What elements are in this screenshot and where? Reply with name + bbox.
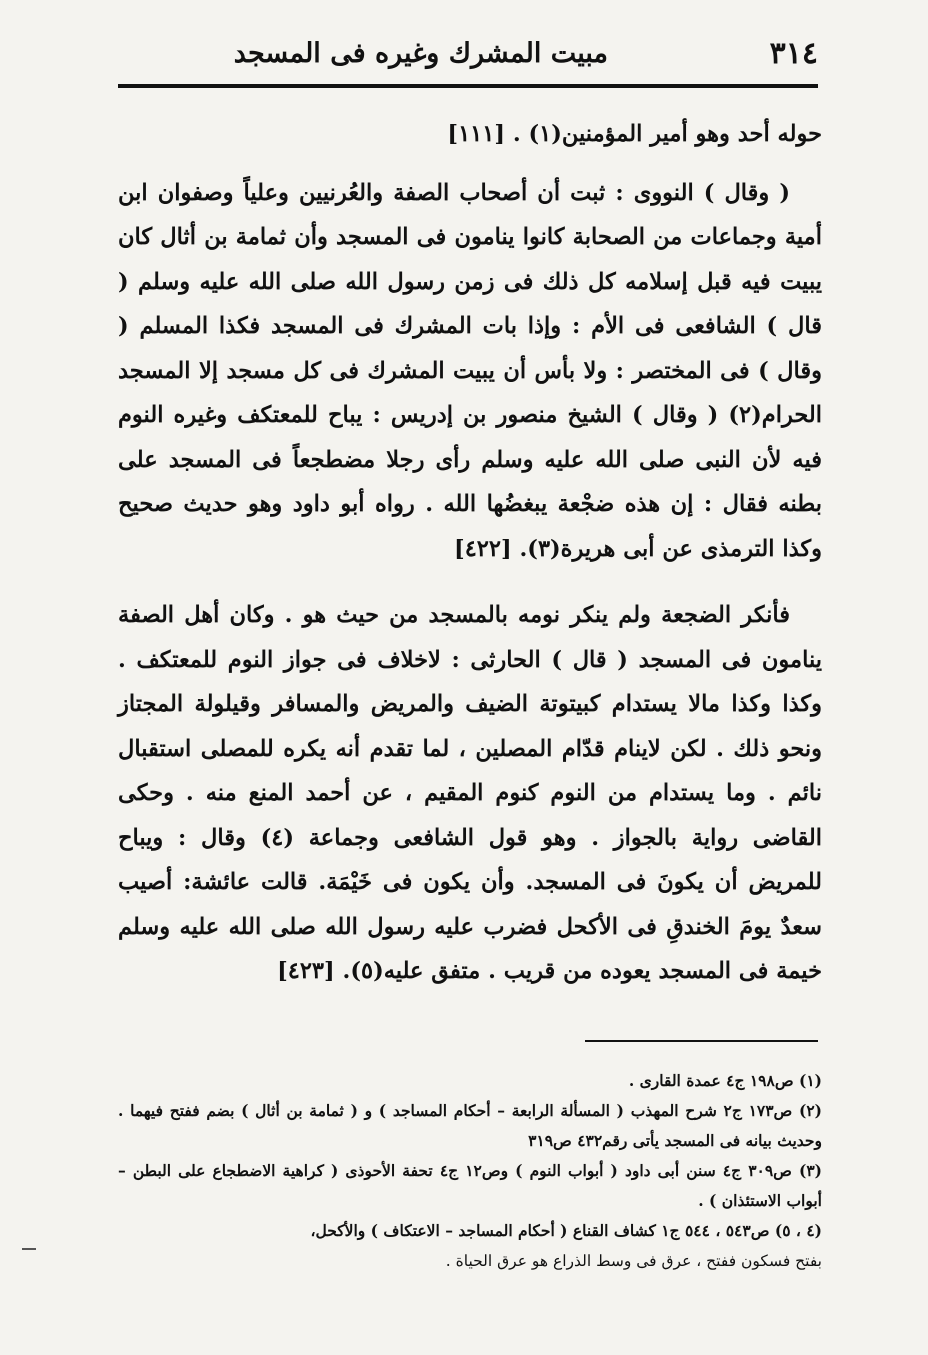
page-header: [118, 22, 818, 82]
footnote-2: (٢) ص١٧٣ ج٢ شرح المهذب ( المسألة الرابعة – أحكام المساجد ) و ( ثمامة بن أثال ) بضم ففتح فيهما . وحديث بيانه فى المسجد يأتى رقم٤٣٢ ص٣١٩: [118, 1101, 822, 1150]
main-text: [118, 112, 822, 994]
footnote-1: (١) ص١٩٨ ج٤ عمدة القارى .: [628, 1071, 822, 1090]
header-rule: [118, 84, 818, 88]
margin-mark: [22, 1248, 36, 1250]
hadith-number: [٤٢٢]: [454, 535, 512, 562]
paragraph-nawawi: [118, 171, 822, 572]
running-title: مبيت المشرك وغيره فى المسجد: [233, 38, 608, 69]
paragraph-continuation: حوله أحد وهو أمير المؤمنين(١) . [١١١]: [447, 121, 822, 147]
footnote-rule: [585, 1040, 818, 1042]
paragraph-text: ( وقال ) النووى : ثبت أن أصحاب الصفة والعُرنيين وعلياً وصفوان ابن أمية وجماعات من الصحابة كانوا ينامون فى المسجد وأن ثمامة بن أثال كان يبيت فيه قبل إسلامه كل ذلك فى زمن رسول الله صلى الله عليه وسلم ( قال ) الشافعى فى الأم : وإذا بات المشرك فى المسجد فكذا المسلم ( وقال ) فى المختصر : ولا بأس أن يبيت المشرك فى كل مسجد إلا المسجد الحرام(٢) ( وقال ) الشيخ منصور بن إدريس : يباح للمعتكف وغيره النوم فيه لأن النبى صلى الله عليه وسلم رأى رجلا مضطجعاً فى المسجد على بطنه فقال : إن هذه ضجْعة يبغضُها الله . رواه أبو داود وهو حديث صحيح وكذا الترمذى عن أبى هريرة(٣).: [118, 179, 822, 562]
footnotes: [118, 1066, 822, 1276]
hadith-number: [٤٢٣]: [277, 958, 335, 984]
paragraph-harithi: [118, 593, 822, 994]
paragraph-spacer: [118, 571, 822, 593]
page-number: ٣١٤: [769, 36, 818, 71]
footnote-4-5: (٤ ، ٥) ص٥٤٣ ، ٥٤٤ ج١ كشاف القناع ( أحكام المساجد – الاعتكاف ) والأكحل،: [310, 1221, 822, 1240]
footnote-4-5-continuation: بفتح فسكون ففتح ، عرق فى وسط الذراع هو عرق الحياة .: [445, 1252, 822, 1270]
footnote-3: (٣) ص٣٠٩ ج٤ سنن أبى داود ( أبواب النوم ) وص١٢ ج٤ تحفة الأحوذى ( كراهية الاضطجاع على البطن – أبواب الاستئذان ) .: [118, 1161, 822, 1210]
paragraph-text: فأنكر الضجعة ولم ينكر نومه بالمسجد من حيث هو . وكان أهل الصفة ينامون فى المسجد ( قال ) الحارثى : لاخلاف فى جواز النوم للمعتكف . وكذا وكذا مالا يستدام كبيتوتة الضيف والمريض والمسافر وقيلولة المجتاز ونحو ذلك . لكن لاينام قدّام المصلين ، لما تقدم أنه يكره للمصلى استقبال نائم . وما يستدام من النوم كنوم المقيم ، عن أحمد المنع منه . وحكى القاضى رواية بالجواز . وهو قول الشافعى وجماعة (٤) وقال : ويباح للمريض أن يكونَ فى المسجد. وأن يكون فى خَيْمَة. قالت عائشة: أصيب سعدٌ يومَ الخندقِ فى الأكحل فضرب عليه رسول الله صلى الله عليه وسلم خيمة فى المسجد يعوده من قريب . متفق عليه(٥).: [118, 602, 823, 984]
